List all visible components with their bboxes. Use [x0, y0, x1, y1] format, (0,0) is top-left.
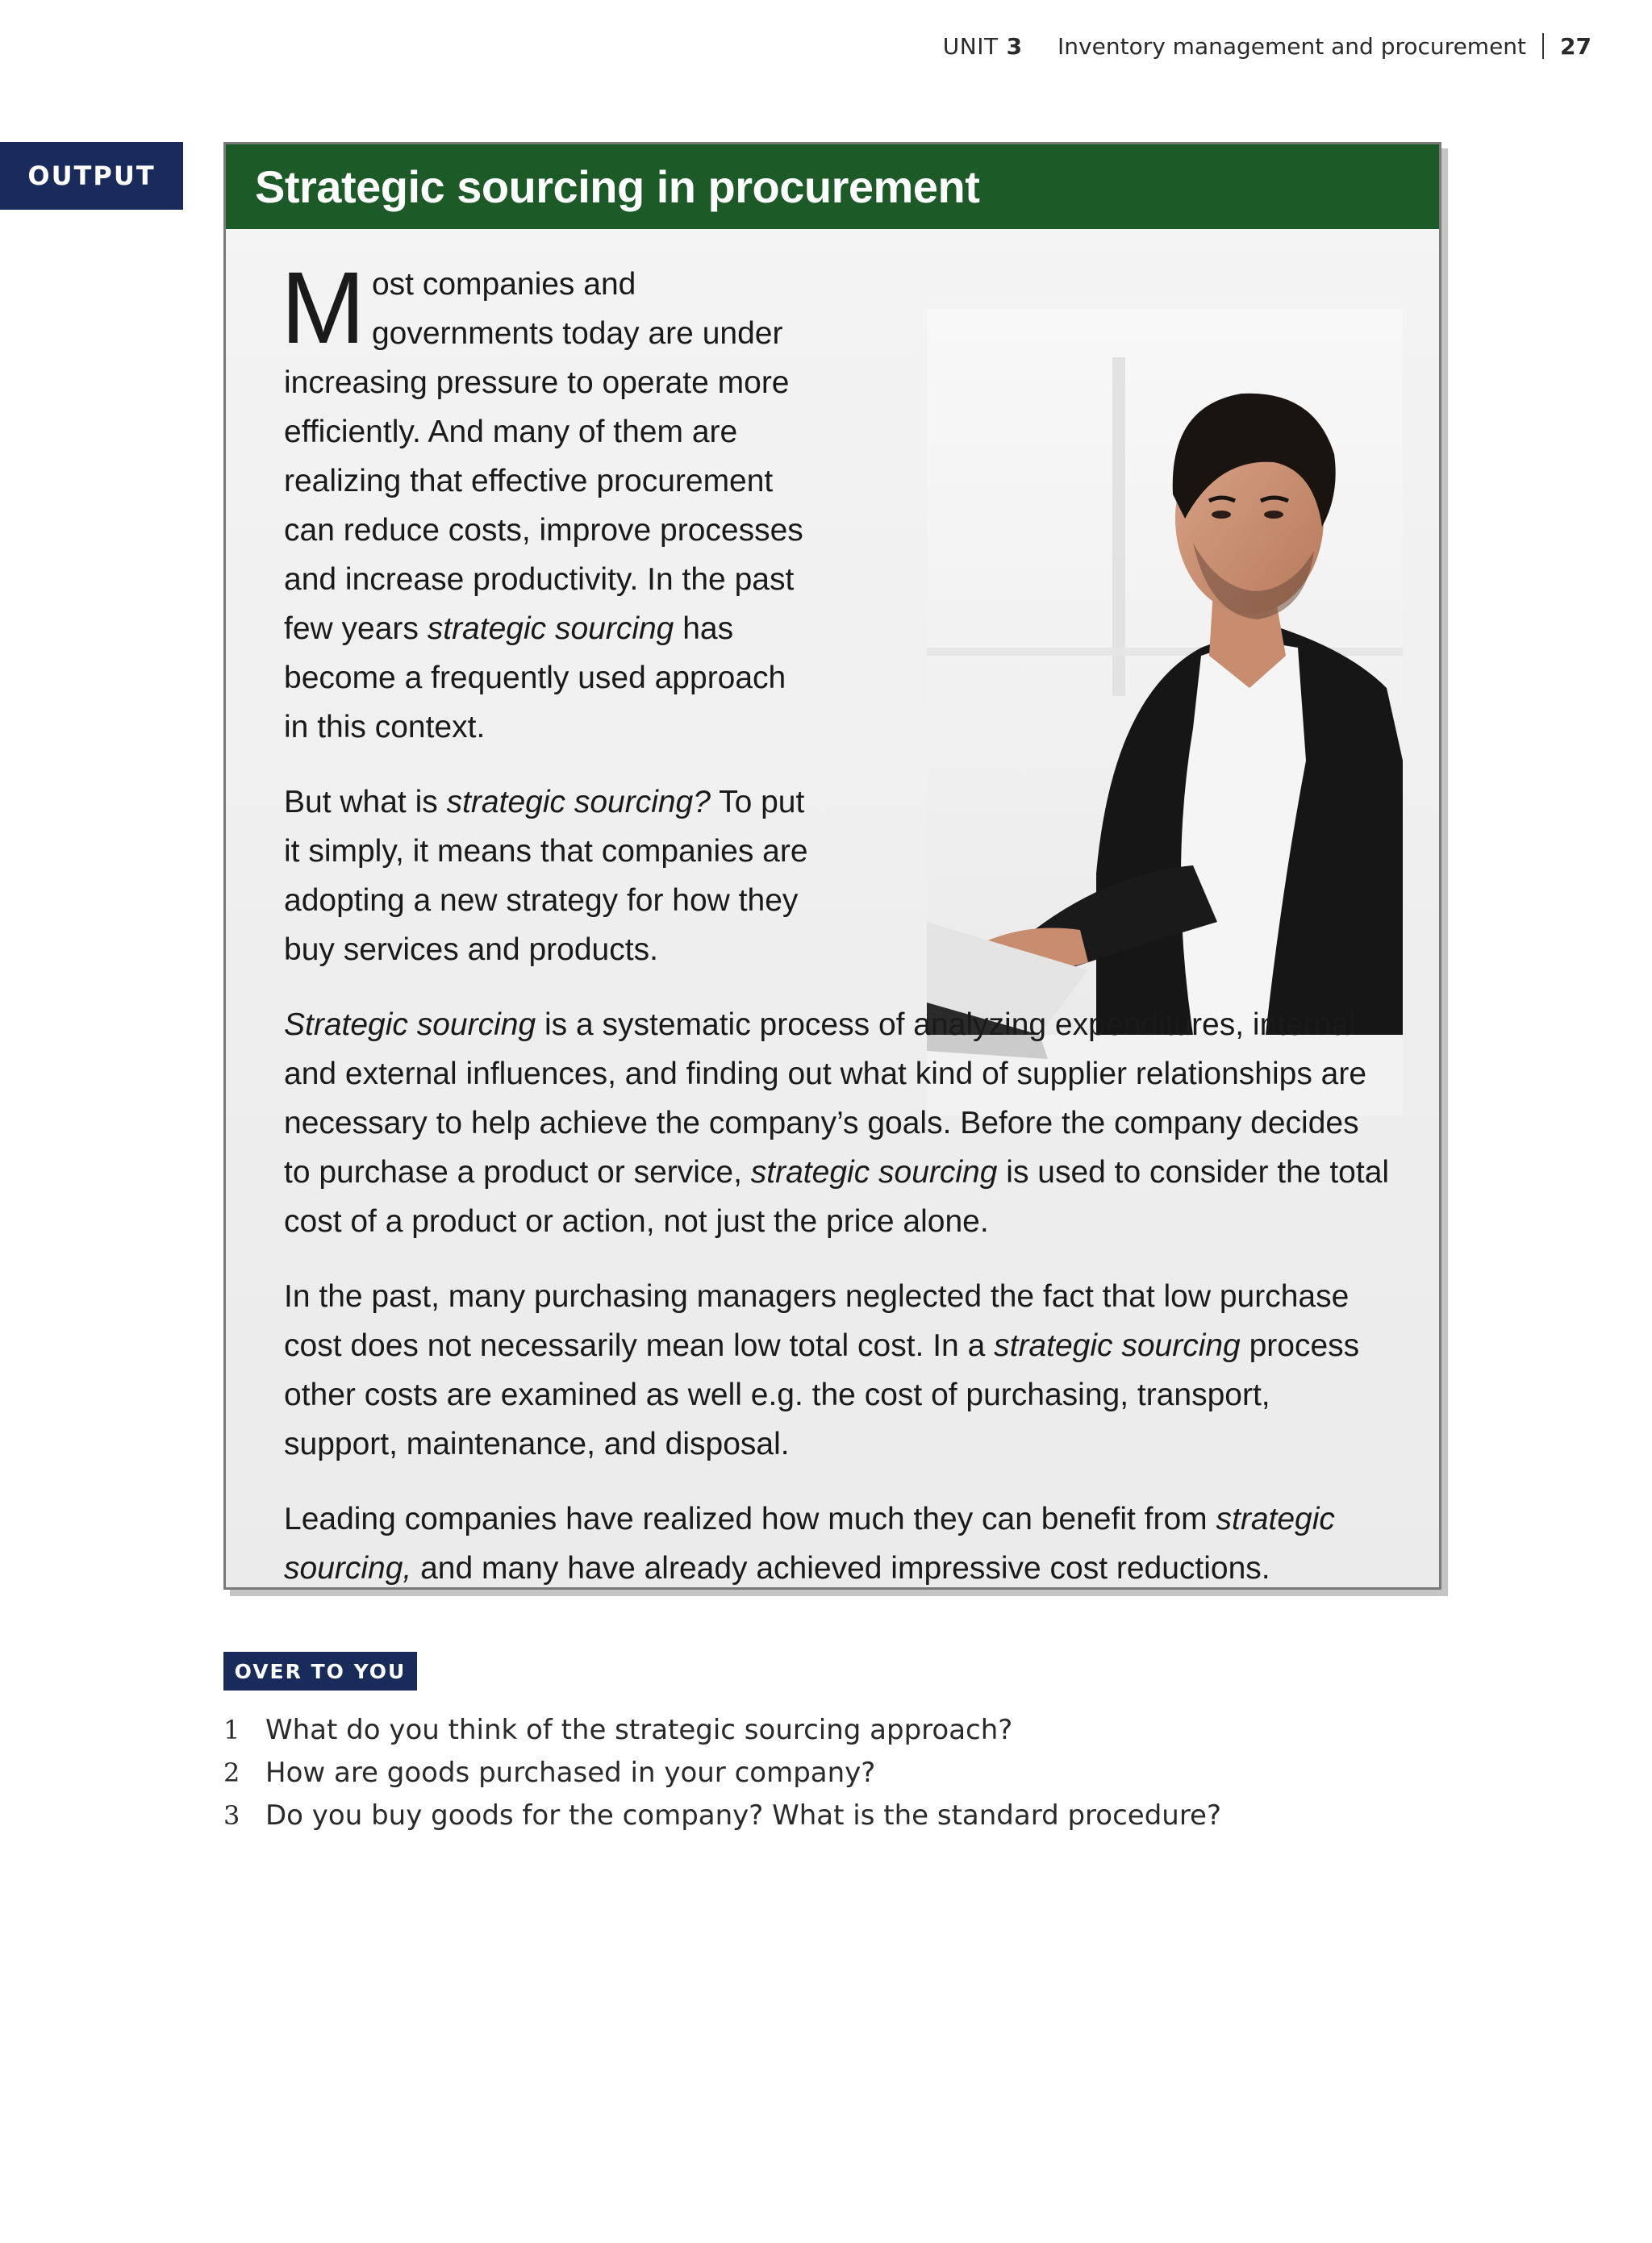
- drop-cap: M: [281, 251, 365, 365]
- p5-emphasis: strategic sourcing,: [284, 1502, 1335, 1586]
- question-number: 3: [223, 1799, 240, 1831]
- p3-text-b: is used to consider the total cost of a product or action, not just the price alone.: [284, 1155, 1390, 1239]
- article-paragraph-4: [284, 1272, 1391, 1469]
- question-text: Do you buy goods for the company? What is the standard procedure?: [265, 1799, 1222, 1832]
- p1-text-a: ost companies and governments today are under increasing pressure to operate more efficiently. And many of them are realizing that effective procurement can reduce costs, improve processes and increase productivity. In the past few years: [284, 267, 803, 646]
- p3-emphasis-2: strategic sourcing: [750, 1155, 998, 1190]
- p5-text-a: Leading companies have realized how much they can benefit from: [284, 1502, 1216, 1536]
- article-paragraph-3: [284, 1000, 1391, 1246]
- p4-emphasis: strategic sourcing: [994, 1328, 1241, 1363]
- header-divider: [1542, 33, 1544, 59]
- p2-text-a: But what is: [284, 785, 447, 819]
- question-number: 2: [223, 1757, 240, 1788]
- p3-emphasis-1: Strategic sourcing: [284, 1007, 536, 1042]
- page-number: 27: [1560, 32, 1592, 60]
- question-text: How are goods purchased in your company?: [265, 1756, 876, 1789]
- p5-text-b: and many have already achieved impressive cost reductions.: [411, 1551, 1270, 1586]
- output-section-tab: OUTPUT: [0, 142, 183, 210]
- article-body: [281, 251, 1391, 1590]
- p2-emphasis: strategic sourcing?: [446, 785, 711, 819]
- discussion-questions: [223, 1708, 1221, 1837]
- question-item: [223, 1751, 1221, 1794]
- unit-label: UNIT: [942, 32, 999, 60]
- question-text: What do you think of the strategic sourcing approach?: [265, 1713, 1013, 1746]
- article-header-bar: [226, 144, 1439, 229]
- p1-emphasis: strategic sourcing: [427, 611, 674, 646]
- p1-text-b: has become a frequently used approach in this context.: [284, 611, 786, 744]
- running-header: [943, 31, 1592, 61]
- question-number: 1: [223, 1714, 240, 1745]
- question-item: [223, 1794, 1221, 1837]
- over-to-you-tab: OVER TO YOU: [223, 1652, 417, 1691]
- question-item: [223, 1708, 1221, 1751]
- unit-title: Inventory management and procurement: [1058, 32, 1527, 60]
- photo-wrap-spacer: [822, 260, 1391, 994]
- unit-number: 3: [1006, 32, 1023, 60]
- p4-text-a: In the past, many purchasing managers neglected the fact that low purchase cost does not necessarily mean low total cost. In a: [284, 1279, 1350, 1363]
- article-box: [223, 142, 1441, 1590]
- p2-text-b: To put it simply, it means that companies are adopting a new strategy for how they buy services and products.: [284, 785, 808, 967]
- article-title: Strategic sourcing in procurement: [255, 161, 980, 212]
- p3-text-a: is a systematic process of analyzing expenditures, internal and external influences, and finding out what kind of supplier relationships are necessary to help achieve the company’s goals. Before the company decides to purchase a product or service,: [284, 1007, 1367, 1190]
- p4-text-b: process other costs are examined as well e.g. the cost of purchasing, transport, support, maintenance, and disposal.: [284, 1328, 1360, 1461]
- article-paragraph-5: [284, 1495, 1391, 1590]
